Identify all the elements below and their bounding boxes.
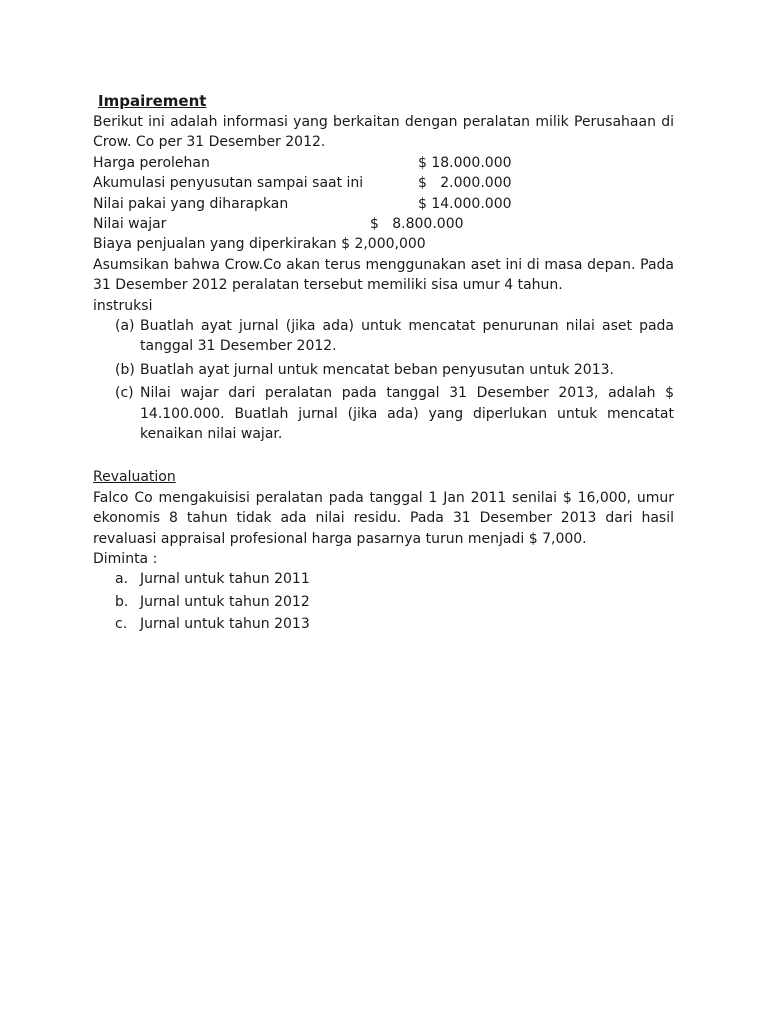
list-item <box>93 316 674 357</box>
list-item <box>93 614 674 634</box>
value-row <box>93 153 674 173</box>
list-marker: (c) <box>115 385 134 402</box>
row-label: Nilai pakai yang diharapkan <box>93 195 289 212</box>
list-item <box>93 360 674 380</box>
list-text: Jurnal untuk tahun 2011 <box>140 571 310 588</box>
section-gap <box>93 447 674 467</box>
instruksi-label: instruksi <box>93 297 153 314</box>
row-label: Akumulasi penyusutan sampai saat ini <box>93 175 364 192</box>
row-amount: $ 18.000.000 <box>418 154 512 171</box>
list-text: Buatlah ayat jurnal untuk mencatat beban penyusutan untuk 2013. <box>140 361 614 378</box>
row-amount: $ 14.000.000 <box>418 195 512 212</box>
list-text: Buatlah ayat jurnal (jika ada) untuk mencatat penurunan nilai aset pada tanggal 31 Desember 2012. <box>140 318 674 355</box>
list-marker: a. <box>115 571 129 588</box>
instruction-list <box>93 316 674 444</box>
list-item <box>93 383 674 444</box>
value-row <box>93 173 674 193</box>
list-marker: c. <box>115 616 128 633</box>
list-item <box>93 569 674 589</box>
impairement-heading: Impairement <box>98 92 207 110</box>
diminta-label: Diminta : <box>93 551 158 568</box>
revaluation-body: Falco Co mengakuisisi peralatan pada tanggal 1 Jan 2011 senilai $ 16,000, umur ekonomis 8 tahun tidak ada nilai residu. Pada 31 Desember 2013 dari hasil revaluasi appraisal profesional harga pasarnya turun menjadi $ 7,000. <box>93 489 674 547</box>
value-row <box>93 214 674 234</box>
biaya-penjualan: Biaya penjualan yang diperkirakan $ 2,000,000 <box>93 236 426 253</box>
row-amount: $ 8.800.000 <box>370 215 464 232</box>
value-row <box>93 194 674 214</box>
row-amount: $ 2.000.000 <box>418 175 512 192</box>
list-text: Jurnal untuk tahun 2013 <box>140 616 310 633</box>
diminta-list <box>93 569 674 634</box>
revaluation-heading: Revaluation <box>93 469 176 486</box>
list-marker: b. <box>115 593 129 610</box>
document-page <box>93 90 674 637</box>
asumsi-paragraph: Asumsikan bahwa Crow.Co akan terus menggunakan aset ini di masa depan. Pada 31 Desember 2012 peralatan tersebut memiliki sisa umur 4 tahun. <box>93 256 674 294</box>
list-text: Nilai wajar dari peralatan pada tanggal 31 Desember 2013, adalah $ 14.100.000. Buatlah jurnal (jika ada) yang diperlukan untuk mencatat kenaikan nilai wajar. <box>140 385 674 443</box>
list-marker: (b) <box>115 361 135 378</box>
list-marker: (a) <box>115 318 135 334</box>
list-text: Jurnal untuk tahun 2012 <box>140 593 310 610</box>
row-label: Nilai wajar <box>93 215 167 232</box>
row-label: Harga perolehan <box>93 154 210 171</box>
impairement-intro: Berikut ini adalah informasi yang berkaitan dengan peralatan milik Perusahaan di Crow. Co per 31 Desember 2012. <box>93 114 674 151</box>
list-item <box>93 592 674 612</box>
